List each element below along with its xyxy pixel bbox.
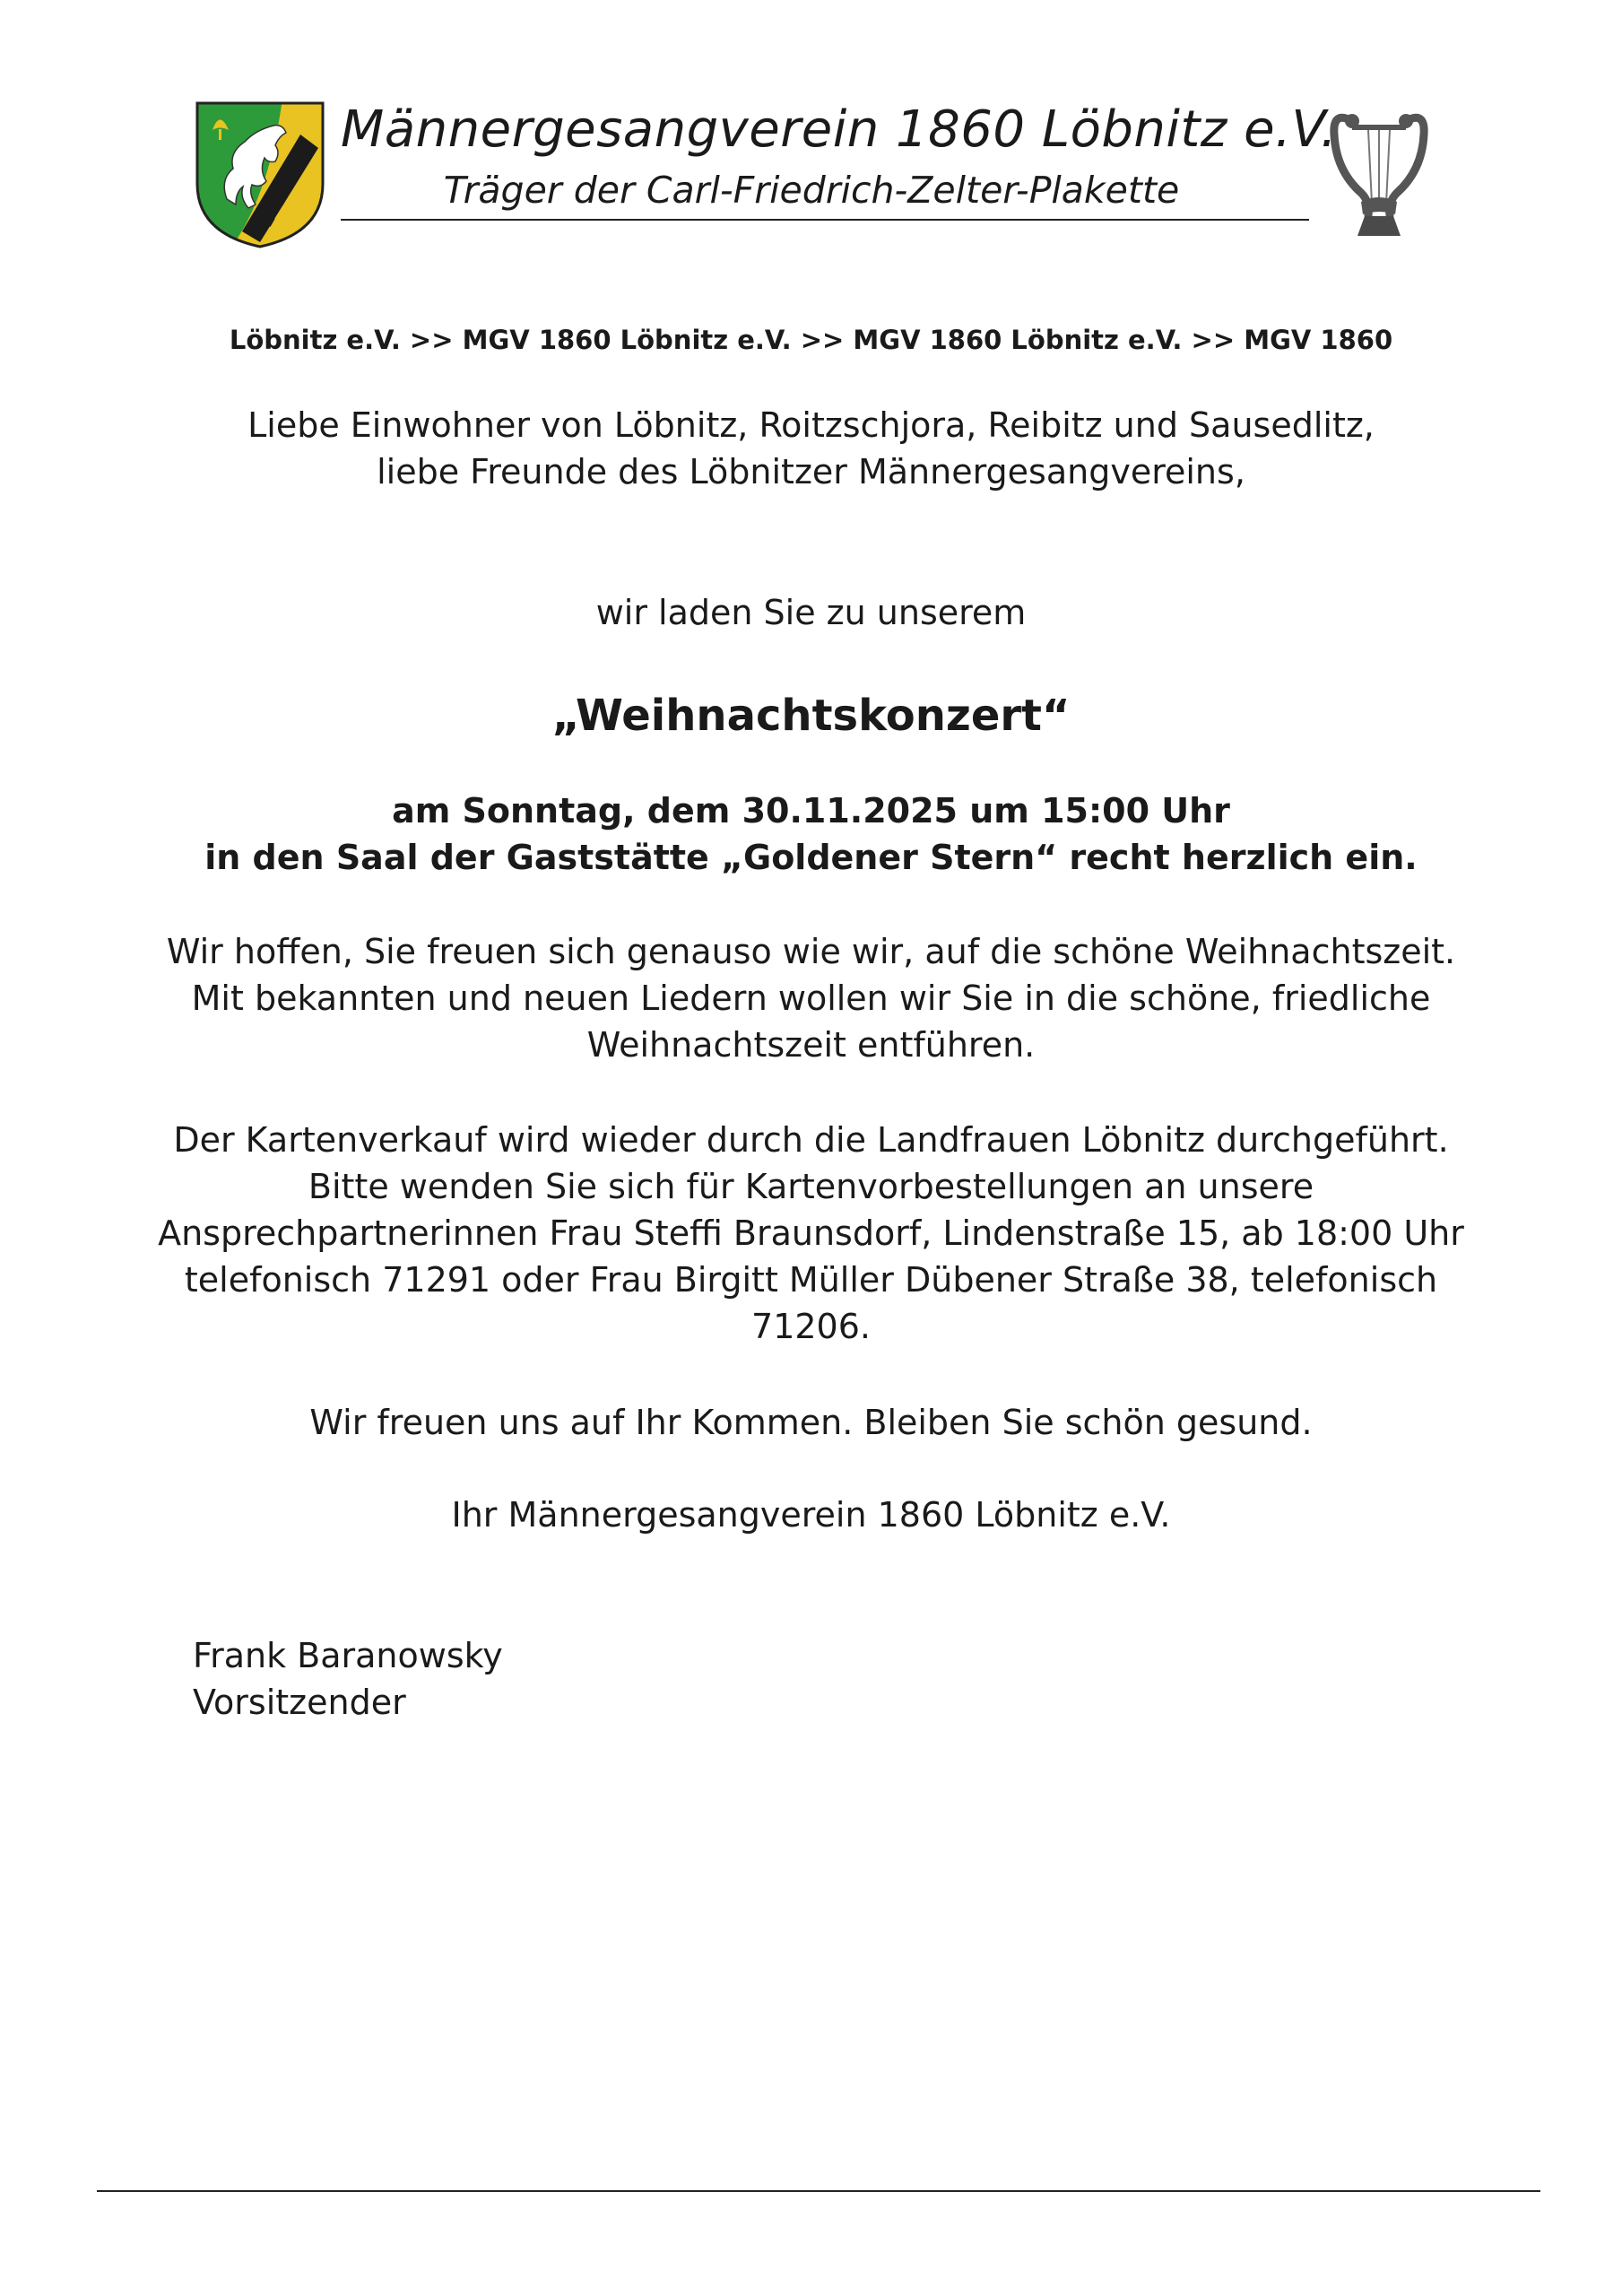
- paragraph-line: Bitte wenden Sie sich für Kartenvorbestellungen an unsere: [308, 1167, 1314, 1206]
- event-details: [0, 787, 1622, 881]
- signer-name: Frank Baranowsky: [193, 1636, 503, 1675]
- invitation-intro: wir laden Sie zu unserem: [595, 593, 1027, 632]
- concert-title: „Weihnachtskonzert“: [551, 691, 1071, 741]
- hope-paragraph: [0, 928, 1622, 1068]
- club-name: Männergesangverein 1860 Löbnitz e.V.: [341, 100, 1338, 159]
- paragraph-line: Der Kartenverkauf wird wieder durch die Landfrauen Löbnitz durchgeführt.: [173, 1120, 1449, 1160]
- greeting-line: Liebe Einwohner von Löbnitz, Roitzschjora, Reibitz und Sausedlitz,: [247, 405, 1375, 445]
- signature-block: [193, 1632, 503, 1726]
- regards-line: Ihr Männergesangverein 1860 Löbnitz e.V.: [451, 1495, 1171, 1535]
- footer-divider: [97, 2190, 1540, 2192]
- greeting: [0, 402, 1622, 495]
- paragraph-line: Mit bekannten und neuen Liedern wollen wir Sie in die schöne, friedliche: [191, 978, 1431, 1018]
- coat-of-arms-icon: [193, 99, 327, 251]
- paragraph-line: Ansprechpartnerinnen Frau Steffi Braunsdorf, Lindenstraße 15, ab 18:00 Uhr: [158, 1213, 1464, 1253]
- closing-line: Wir freuen uns auf Ihr Kommen. Bleiben Sie schön gesund.: [309, 1403, 1313, 1442]
- event-date: am Sonntag, dem 30.11.2025 um 15:00 Uhr: [392, 791, 1230, 831]
- header-divider: [341, 219, 1309, 221]
- event-venue: in den Saal der Gaststätte „Goldener Stern“ recht herzlich ein.: [204, 838, 1418, 877]
- tickets-paragraph: [0, 1117, 1622, 1350]
- ticker-line: Löbnitz e.V. >> MGV 1860 Löbnitz e.V. >> MGV 1860 Löbnitz e.V. >> MGV 1860: [229, 325, 1393, 355]
- paragraph-line: 71206.: [751, 1307, 871, 1346]
- paragraph-line: Wir hoffen, Sie freuen sich genauso wie wir, auf die schöne Weihnachtszeit.: [166, 932, 1456, 971]
- paragraph-line: telefonisch 71291 oder Frau Birgitt Müller Dübener Straße 38, telefonisch: [184, 1260, 1438, 1300]
- greeting-line: liebe Freunde des Löbnitzer Männergesangvereins,: [377, 452, 1245, 491]
- signer-role: Vorsitzender: [193, 1683, 406, 1722]
- paragraph-line: Weihnachtszeit entführen.: [586, 1025, 1036, 1065]
- lyre-icon: [1325, 103, 1433, 242]
- club-subtitle: Träger der Carl-Friedrich-Zelter-Plakette: [443, 169, 1180, 212]
